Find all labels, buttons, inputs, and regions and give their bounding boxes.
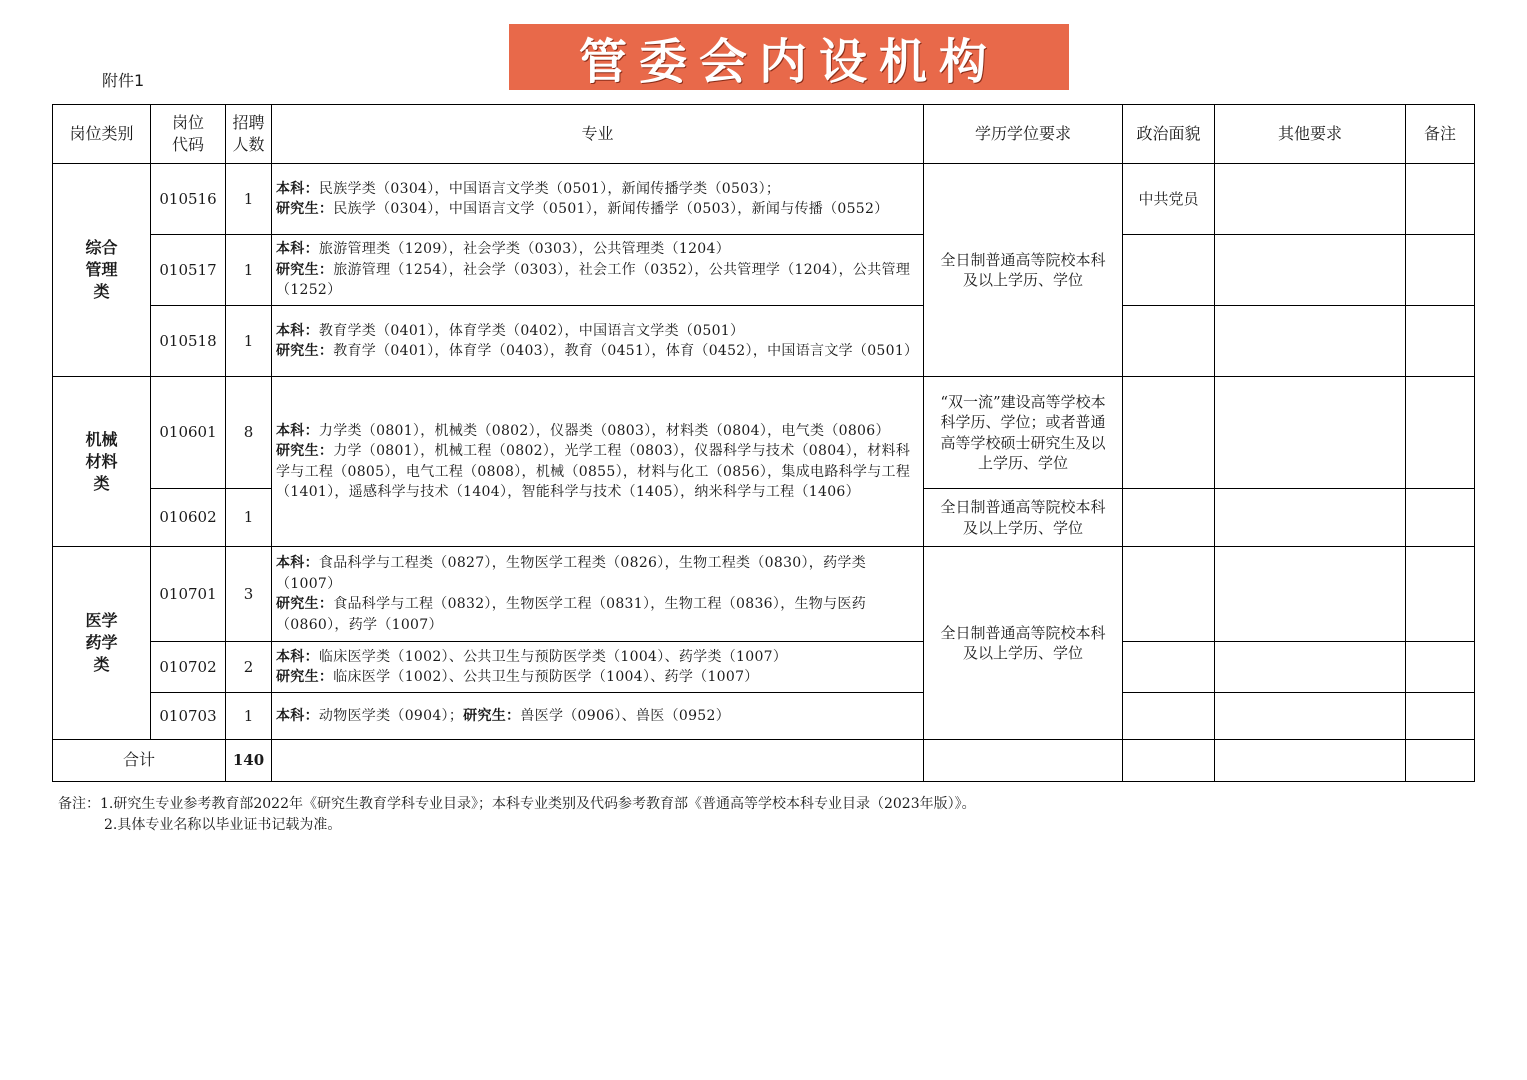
post-count: 8 bbox=[226, 377, 272, 489]
post-code: 010601 bbox=[151, 377, 226, 489]
header-code bbox=[151, 105, 226, 164]
post-count: 1 bbox=[226, 164, 272, 235]
remark-cell bbox=[1406, 306, 1475, 377]
grad-majors: 临床医学（1002）、公共卫生与预防医学（1004）、药学（1007） bbox=[333, 669, 759, 685]
header-other: 其他要求 bbox=[1215, 105, 1406, 164]
major-cell bbox=[272, 377, 924, 547]
remark-cell bbox=[1406, 164, 1475, 235]
total-remark-cell bbox=[1406, 740, 1475, 782]
post-count: 3 bbox=[226, 547, 272, 642]
category-name: 医学药学类 bbox=[85, 611, 118, 674]
political-status bbox=[1123, 489, 1215, 547]
other-requirement bbox=[1215, 547, 1406, 642]
total-row bbox=[53, 740, 1475, 782]
total-other-cell bbox=[1215, 740, 1406, 782]
other-requirement bbox=[1215, 489, 1406, 547]
header-row bbox=[53, 105, 1475, 164]
education-requirement: 全日制普通高等院校本科及以上学历、学位 bbox=[924, 489, 1123, 547]
footnotes bbox=[58, 794, 976, 836]
footnote-1: 备注：1.研究生专业参考教育部2022年《研究生教育学科专业目录》；本科专业类别及代码参考教育部《普通高等学校本科专业目录（2023年版）》。 bbox=[58, 796, 976, 812]
remark-cell bbox=[1406, 547, 1475, 642]
total-education-cell bbox=[924, 740, 1123, 782]
major-cell bbox=[272, 164, 924, 235]
undergrad-majors: 旅游管理类（1209），社会学类（0303），公共管理类（1204） bbox=[318, 241, 730, 258]
political-status bbox=[1123, 642, 1215, 693]
political-status bbox=[1123, 377, 1215, 489]
table-row bbox=[53, 547, 1475, 642]
major-cell bbox=[272, 306, 924, 377]
category-cell bbox=[53, 377, 151, 547]
grad-label: 研究生： bbox=[276, 261, 334, 278]
table-row bbox=[53, 693, 1475, 740]
other-requirement bbox=[1215, 164, 1406, 235]
post-count: 1 bbox=[226, 306, 272, 377]
post-code: 010703 bbox=[151, 693, 226, 740]
political-status bbox=[1123, 547, 1215, 642]
undergrad-majors: 临床医学类（1002）、公共卫生与预防医学类（1004）、药学类（1007） bbox=[318, 648, 788, 665]
remark-cell bbox=[1406, 642, 1475, 693]
post-count: 2 bbox=[226, 642, 272, 693]
undergrad-label: 本科： bbox=[276, 180, 319, 197]
education-requirement: 全日制普通高等院校本科及以上学历、学位 bbox=[924, 547, 1123, 740]
category-name: 综合管理类 bbox=[85, 238, 118, 301]
undergrad-label: 本科： bbox=[276, 241, 319, 258]
other-requirement bbox=[1215, 693, 1406, 740]
undergrad-label: 本科： bbox=[276, 707, 319, 724]
total-count: 140 bbox=[226, 740, 272, 782]
education-requirement: “双一流”建设高等学校本科学历、学位；或者普通高等学校硕士研究生及以上学历、学位 bbox=[924, 377, 1123, 489]
post-code: 010701 bbox=[151, 547, 226, 642]
undergrad-majors: 力学类（0801），机械类（0802），仪器类（0803），材料类（0804），电气类（0806） bbox=[318, 422, 890, 439]
major-cell bbox=[272, 235, 924, 306]
header-political: 政治面貌 bbox=[1123, 105, 1215, 164]
total-major-cell bbox=[272, 740, 924, 782]
other-requirement bbox=[1215, 306, 1406, 377]
attachment-label: 附件1 bbox=[102, 71, 145, 90]
header-count-text: 招聘人数 bbox=[232, 113, 265, 154]
political-status: 中共党员 bbox=[1123, 164, 1215, 235]
other-requirement bbox=[1215, 642, 1406, 693]
grad-majors: 食品科学与工程（0832），生物医学工程（0831），生物工程（0836），生物与医药（0860），药学（1007） bbox=[276, 596, 866, 633]
undergrad-label: 本科： bbox=[276, 648, 319, 665]
table-row bbox=[53, 377, 1475, 489]
major-cell bbox=[272, 642, 924, 693]
header-remark: 备注 bbox=[1406, 105, 1475, 164]
table-row bbox=[53, 306, 1475, 377]
header-category: 岗位类别 bbox=[53, 105, 151, 164]
table-row bbox=[53, 642, 1475, 693]
grad-label: 研究生： bbox=[276, 201, 334, 217]
grad-label: 研究生： bbox=[276, 343, 334, 359]
table-row bbox=[53, 164, 1475, 235]
header-major: 专业 bbox=[272, 105, 924, 164]
category-cell bbox=[53, 547, 151, 740]
table-row bbox=[53, 235, 1475, 306]
post-count: 1 bbox=[226, 489, 272, 547]
grad-majors: 力学（0801），机械工程（0802），光学工程（0803），仪器科学与技术（0804），材料科学与工程（0805），电气工程（0808），机械（0855），材料与化工（0856），集成电路科学与工程（1401），遥感科学与技术（1404），智能科学与技术（1405），纳米科学与工程（1406） bbox=[276, 443, 911, 500]
remark-cell bbox=[1406, 235, 1475, 306]
post-code: 010702 bbox=[151, 642, 226, 693]
grad-label: 研究生： bbox=[276, 669, 334, 685]
political-status bbox=[1123, 235, 1215, 306]
grad-majors: 民族学（0304），中国语言文学（0501），新闻传播学（0503），新闻与传播（0552） bbox=[333, 201, 889, 217]
grad-majors: 旅游管理（1254），社会学（0303），社会工作（0352），公共管理学（1204），公共管理（1252） bbox=[276, 261, 911, 299]
education-requirement: 全日制普通高等院校本科及以上学历、学位 bbox=[924, 164, 1123, 377]
other-requirement bbox=[1215, 235, 1406, 306]
total-label: 合计 bbox=[53, 740, 226, 782]
remark-cell bbox=[1406, 489, 1475, 547]
total-political-cell bbox=[1123, 740, 1215, 782]
header-count bbox=[226, 105, 272, 164]
undergrad-majors: 动物医学类（0904）； bbox=[318, 707, 464, 724]
undergrad-majors: 食品科学与工程类（0827），生物医学工程类（0826），生物工程类（0830），药学类（1007） bbox=[276, 555, 866, 592]
category-name: 机械材料类 bbox=[85, 429, 118, 493]
grad-label: 研究生： bbox=[463, 707, 521, 724]
post-code: 010517 bbox=[151, 235, 226, 306]
post-code: 010516 bbox=[151, 164, 226, 235]
page-title: 管委会内设机构 bbox=[509, 24, 1069, 90]
political-status bbox=[1123, 306, 1215, 377]
undergrad-label: 本科： bbox=[276, 555, 319, 571]
grad-majors: 兽医学（0906）、兽医（0952） bbox=[520, 707, 731, 724]
header-code-text: 岗位代码 bbox=[171, 113, 204, 154]
grad-label: 研究生： bbox=[276, 596, 334, 612]
grad-label: 研究生： bbox=[276, 443, 334, 459]
header-education: 学历学位要求 bbox=[924, 105, 1123, 164]
undergrad-majors: 民族学类（0304），中国语言文学类（0501），新闻传播学类（0503）； bbox=[318, 180, 781, 197]
post-code: 010518 bbox=[151, 306, 226, 377]
remark-cell bbox=[1406, 377, 1475, 489]
recruitment-table bbox=[52, 104, 1475, 782]
post-count: 1 bbox=[226, 693, 272, 740]
other-requirement bbox=[1215, 377, 1406, 489]
post-count: 1 bbox=[226, 235, 272, 306]
grad-majors: 教育学（0401），体育学（0403），教育（0451），体育（0452），中国语言文学（0501） bbox=[333, 343, 919, 359]
category-cell bbox=[53, 164, 151, 377]
political-status bbox=[1123, 693, 1215, 740]
undergrad-label: 本科： bbox=[276, 422, 319, 439]
major-cell bbox=[272, 547, 924, 642]
remark-cell bbox=[1406, 693, 1475, 740]
major-cell bbox=[272, 693, 924, 740]
post-code: 010602 bbox=[151, 489, 226, 547]
footnote-2: 2.具体专业名称以毕业证书记载为准。 bbox=[104, 817, 342, 833]
undergrad-label: 本科： bbox=[276, 322, 319, 339]
undergrad-majors: 教育学类（0401），体育学类（0402），中国语言文学类（0501） bbox=[318, 322, 745, 339]
